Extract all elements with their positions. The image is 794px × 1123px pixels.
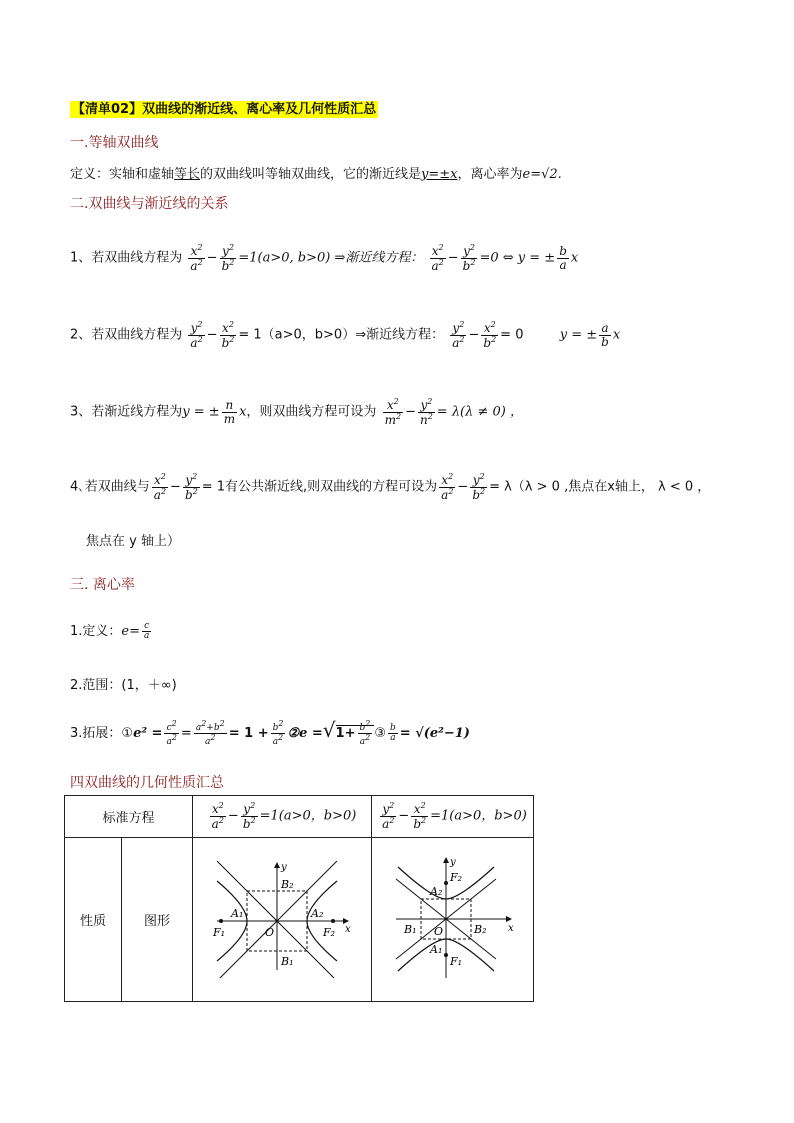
section3-heading: 三. 离心率 bbox=[70, 577, 135, 593]
fig1-f2-label: F₂ bbox=[323, 925, 336, 939]
fig1-origin-label: O bbox=[265, 925, 275, 939]
section2-heading: 二.双曲线与渐近线的关系 bbox=[70, 196, 229, 212]
hyperbola-x-diagram bbox=[207, 858, 357, 978]
item2: 2、若双曲线方程为 $\frac{y^2}{a^2}$ − $\frac{x^2}{b^2}$ = 1（a>0，b>0）⇒渐近线方程： $\frac{y^2}{a^2}$ − $\frac{x^2}{b^2}$ = 0 y = ± $\frac{a}{b}$ x bbox=[70, 320, 621, 350]
hyperbola-y-diagram bbox=[388, 853, 518, 983]
section4-heading: 四双曲线的几何性质汇总 bbox=[70, 775, 224, 791]
fig2-b1-label: B₁ bbox=[403, 922, 416, 936]
figure-x-axis-hyperbola bbox=[193, 838, 372, 1002]
row-label-properties: 性质 bbox=[65, 838, 122, 1002]
page-title: 【清单02】双曲线的渐近线、离心率及几何性质汇总 bbox=[72, 102, 377, 117]
fig1-f1-label: F₁ bbox=[213, 925, 226, 939]
fig1-b1-label: B₁ bbox=[281, 954, 294, 968]
fig1-y-label: y bbox=[281, 861, 287, 873]
fig2-a1-label: A₁ bbox=[429, 942, 442, 956]
properties-table bbox=[64, 795, 534, 1002]
item3: 3、若渐近线方程为y = ± $\frac{n}{m}$ x，则双曲线方程可设为 $\frac{x^2}{m^2}$ − $\frac{y^2}{n^2}$ = λ(λ ≠ 0) ， bbox=[70, 397, 524, 427]
fig1-b2-label: B₂ bbox=[281, 877, 294, 891]
fig2-a2-label: A₂ bbox=[429, 884, 442, 898]
ecc-definition: 1.定义：e= $\frac{c}{a}$ bbox=[70, 620, 150, 641]
header-eq-y: $\frac{y^2}{a^2}$ − $\frac{x^2}{b^2}$ =1(a>0，b>0) bbox=[372, 796, 534, 838]
item1: 1、若双曲线方程为 $\frac{x^2}{a^2}$ − $\frac{y^2}{b^2}$ =1(a>0, b>0) ⇒渐近线方程： $\frac{x^2}{a^2}$ − $\frac{y^2}{b^2}$ =0 ⇔ y = ± $\frac{b}{a}$ x bbox=[70, 243, 579, 273]
figure-y-axis-hyperbola bbox=[372, 838, 534, 1002]
fig1-a1-label: A₁ bbox=[231, 906, 244, 920]
ecc-extension: 3.拓展：①e² = $\frac{c^2}{a^2}$ = $\frac{a^2+b^2}{a^2}$ = 1 + $\frac{b^2}{a^2}$ ②e =√1+ $\frac{b^2}{a^2}$ ③ $\frac{b}{a}$ = √(e²−1) bbox=[70, 718, 470, 747]
fig2-y-label: y bbox=[449, 856, 456, 868]
section1-definition: 定义：实轴和虚轴等长的双曲线叫等轴双曲线，它的渐近线是y=±x，离心率为e=√2. bbox=[70, 167, 562, 182]
fig2-f1-label: F₁ bbox=[449, 954, 462, 968]
fig1-a2-label: A₂ bbox=[311, 906, 324, 920]
fig2-origin-label: O bbox=[433, 924, 443, 938]
fig2-b2-label: B₂ bbox=[473, 922, 486, 936]
row-label-graph: 图形 bbox=[122, 838, 193, 1002]
ecc-range: 2.范围：(1，＋∞) bbox=[70, 678, 177, 693]
item4: 4､若双曲线与 $\frac{x^2}{a^2}$ − $\frac{y^2}{b^2}$ = 1有公共渐近线,则双曲线的方程可设为 $\frac{x^2}{a^2}$ − $\frac{y^2}{b^2}$ = λ（λ > 0 ,焦点在x轴上， λ < 0 ， bbox=[70, 472, 711, 502]
item4-line2: 焦点在 y 轴上） bbox=[86, 534, 180, 549]
section1-heading: 一.等轴双曲线 bbox=[70, 135, 159, 151]
fig1-x-label: x bbox=[345, 923, 351, 935]
header-standard-equation: 标准方程 bbox=[65, 796, 193, 838]
fig2-f2-label: F₂ bbox=[449, 870, 462, 884]
fig2-x-label: x bbox=[507, 922, 514, 934]
header-eq-x: $\frac{x^2}{a^2}$ − $\frac{y^2}{b^2}$ =1(a>0，b>0) bbox=[193, 796, 372, 838]
